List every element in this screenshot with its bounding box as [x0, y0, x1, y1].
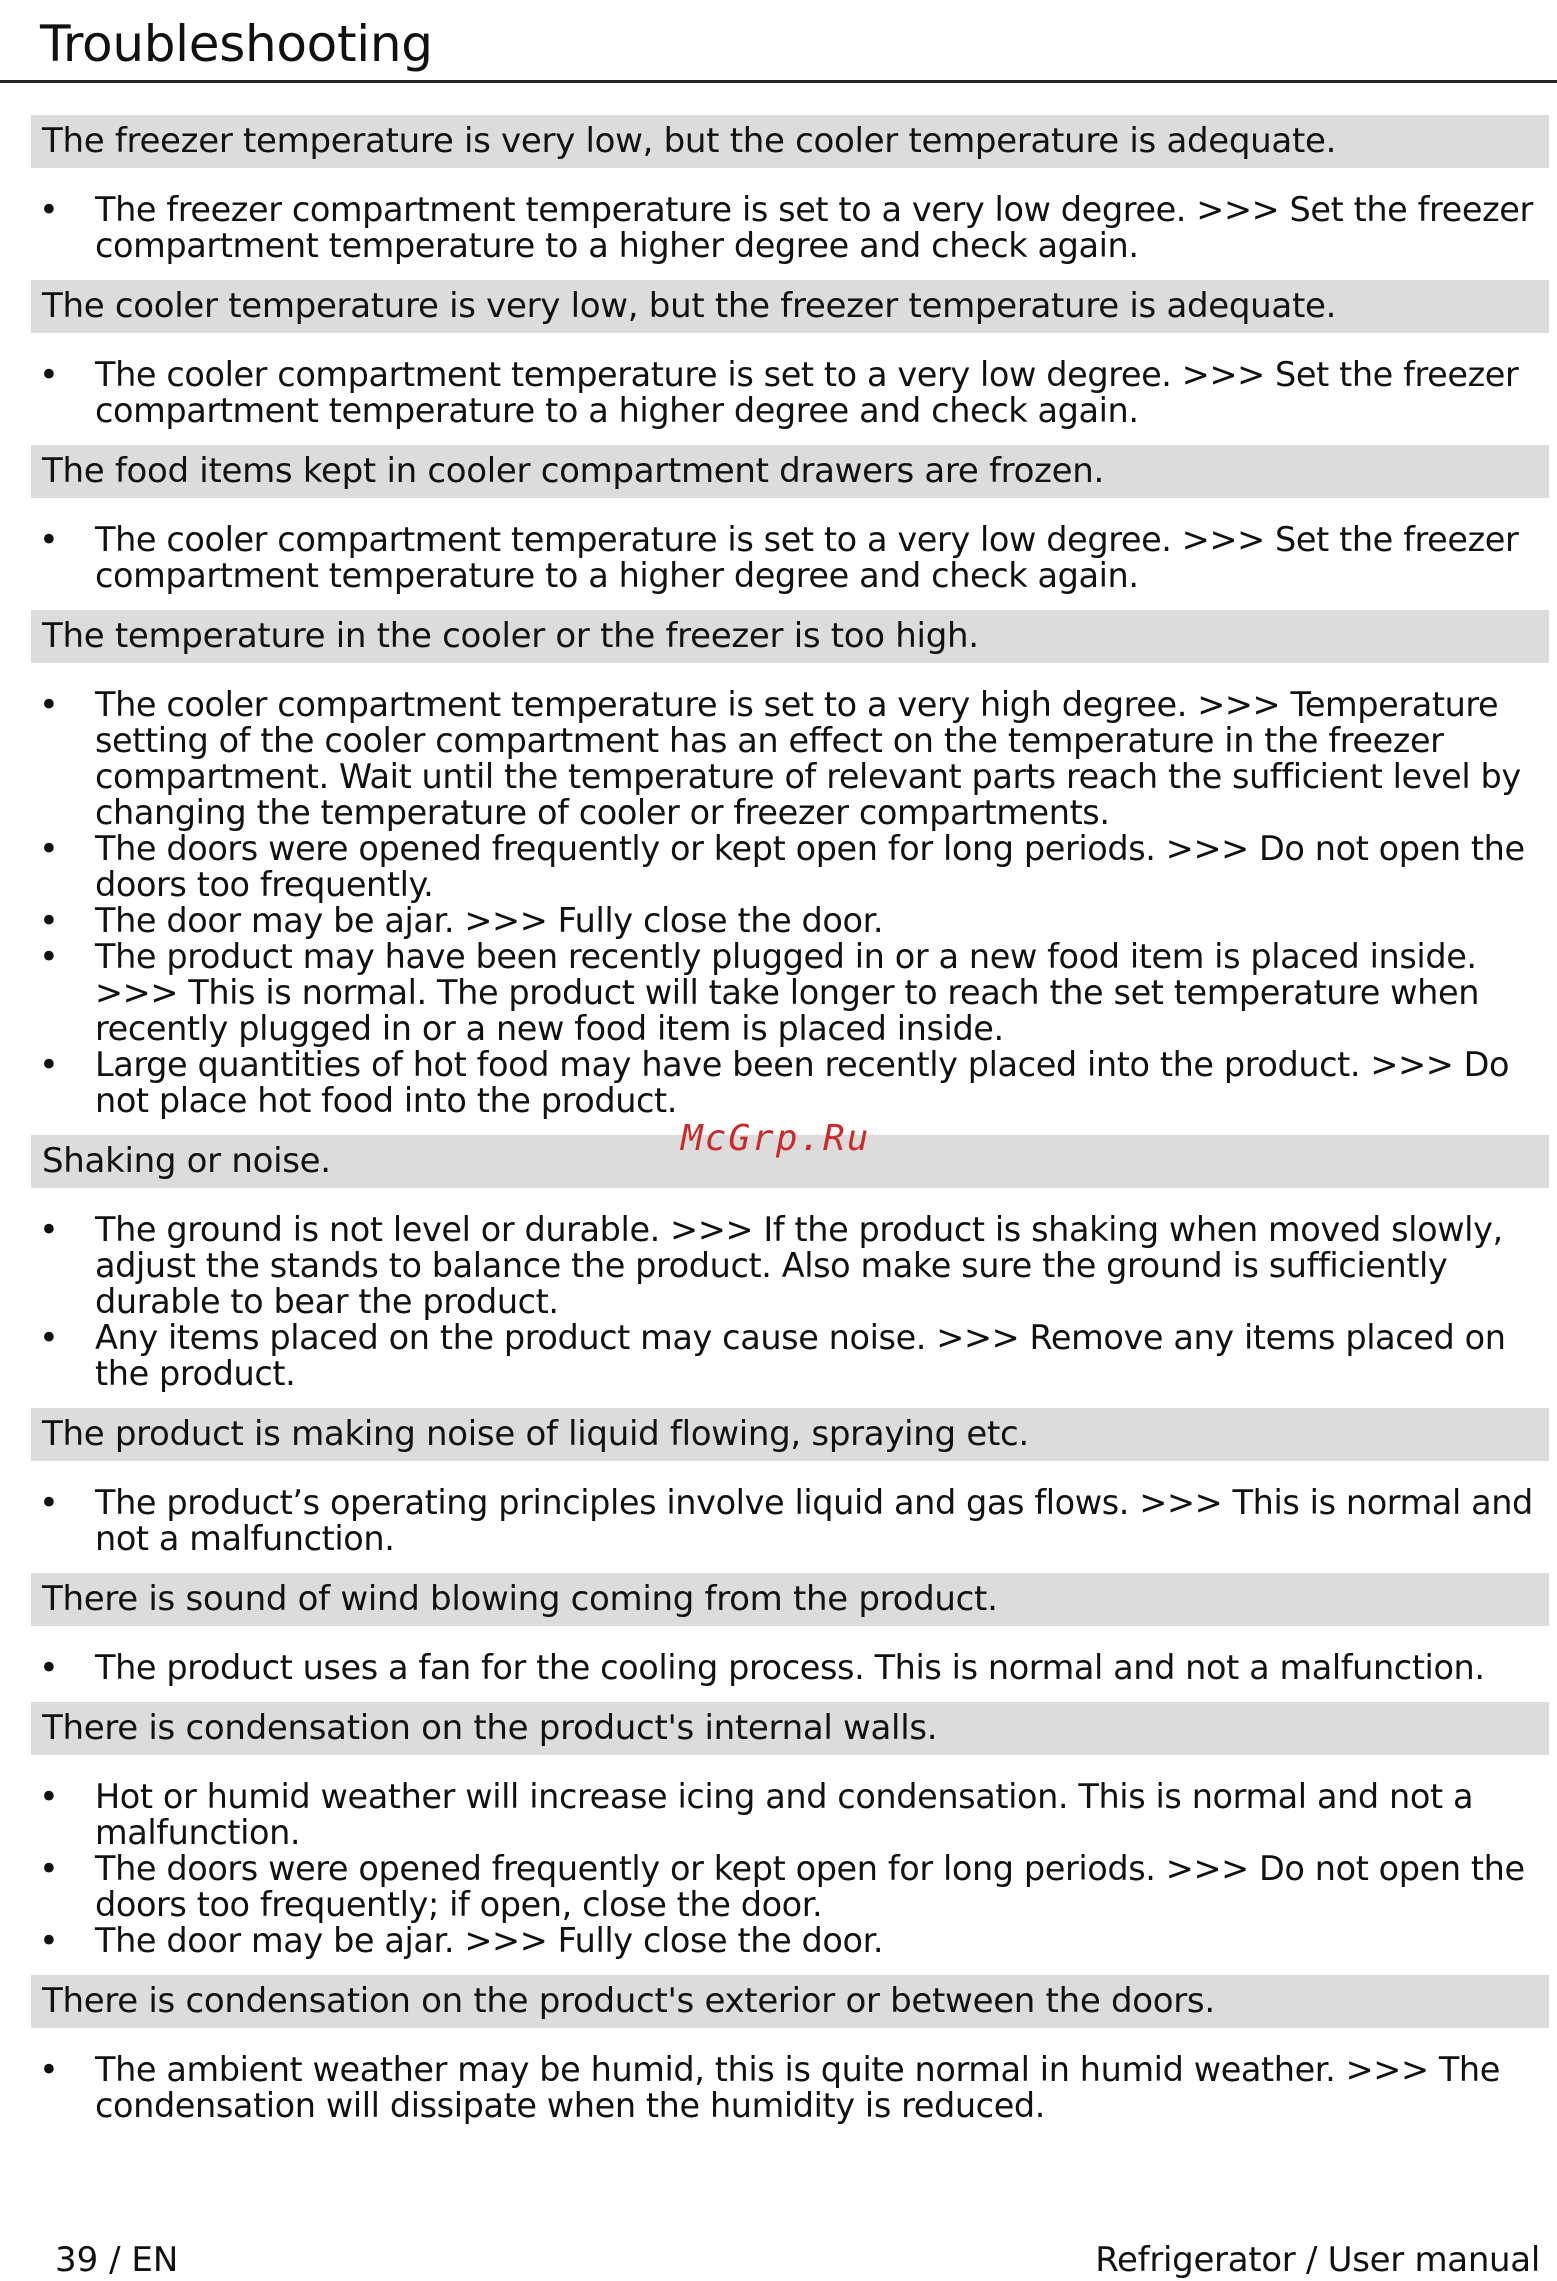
solution-text: The product’s operating principles involve liquid and gas flows. >>> This is normal and not a malfunction. — [95, 1483, 1533, 1558]
problem-heading: The cooler temperature is very low, but the freezer temperature is adequate. — [31, 280, 1549, 333]
problem-heading: There is sound of wind blowing coming from the product. — [31, 1573, 1549, 1626]
bullet-icon: • — [39, 1210, 59, 1249]
problem-heading: Shaking or noise. — [31, 1135, 1549, 1188]
solution-item — [31, 357, 1549, 429]
problem-heading: The temperature in the cooler or the freezer is too high. — [31, 610, 1549, 663]
troubleshooting-section — [31, 280, 1549, 445]
watermark: McGrp.Ru — [681, 1118, 871, 1159]
solution-list — [31, 178, 1549, 280]
solution-text: The door may be ajar. >>> Fully close the door. — [95, 901, 884, 940]
bullet-icon: • — [39, 1777, 59, 1816]
bullet-icon: • — [39, 829, 59, 868]
solution-item — [31, 2052, 1549, 2124]
solution-list — [31, 673, 1549, 1135]
title-divider — [0, 80, 1557, 83]
solution-text: The doors were opened frequently or kept open for long periods. >>> Do not open the doors too frequently; if open, close the door. — [95, 1849, 1525, 1924]
problem-heading: The product is making noise of liquid flowing, spraying etc. — [31, 1408, 1549, 1461]
solution-item — [31, 939, 1549, 1047]
solution-text: Any items placed on the product may cause noise. >>> Remove any items placed on the product. — [95, 1318, 1506, 1393]
solution-text: Large quantities of hot food may have been recently placed into the product. >>> Do not place hot food into the product. — [95, 1045, 1510, 1120]
bullet-icon: • — [39, 520, 59, 559]
problem-heading: There is condensation on the product's internal walls. — [31, 1702, 1549, 1755]
document-title-footer: Refrigerator / User manual — [1095, 2240, 1540, 2280]
troubleshooting-section — [31, 1702, 1549, 1975]
page-title: Troubleshooting — [40, 15, 433, 73]
solution-item — [31, 1779, 1549, 1851]
solution-item — [31, 903, 1549, 939]
problem-heading: The freezer temperature is very low, but the cooler temperature is adequate. — [31, 115, 1549, 168]
solution-item — [31, 687, 1549, 831]
solution-item — [31, 192, 1549, 264]
troubleshooting-section — [31, 115, 1549, 280]
bullet-icon: • — [39, 1045, 59, 1084]
bullet-icon: • — [39, 1849, 59, 1888]
bullet-icon: • — [39, 901, 59, 940]
solution-text: The door may be ajar. >>> Fully close the door. — [95, 1921, 884, 1960]
troubleshooting-section — [31, 610, 1549, 1135]
solution-text: The ground is not level or durable. >>> If the product is shaking when moved slowly, adjust the stands to balance the product. Also make sure the ground is sufficiently durable to bear the product. — [95, 1210, 1503, 1321]
solution-text: Hot or humid weather will increase icing and condensation. This is normal and not a malfunction. — [95, 1777, 1474, 1852]
troubleshooting-section — [31, 1975, 1549, 2140]
bullet-icon: • — [39, 355, 59, 394]
bullet-icon: • — [39, 1648, 59, 1687]
solution-text: The cooler compartment temperature is set to a very high degree. >>> Temperature setting of the cooler compartment has an effect on the temperature in the freezer compartment. Wait until the temperature of relevant parts reach the sufficient level by changing the temperature of cooler or freezer compartments. — [95, 685, 1521, 832]
solution-list — [31, 508, 1549, 610]
bullet-icon: • — [39, 1921, 59, 1960]
troubleshooting-section — [31, 1408, 1549, 1573]
solution-list — [31, 2038, 1549, 2140]
bullet-icon: • — [39, 190, 59, 229]
bullet-icon: • — [39, 685, 59, 724]
solution-list — [31, 1765, 1549, 1975]
solution-item — [31, 1047, 1549, 1119]
solution-list — [31, 1198, 1549, 1408]
troubleshooting-section — [31, 445, 1549, 610]
solution-item — [31, 522, 1549, 594]
solution-list — [31, 343, 1549, 445]
solution-item — [31, 831, 1549, 903]
solution-item — [31, 1320, 1549, 1392]
solution-list — [31, 1471, 1549, 1573]
solution-text: The cooler compartment temperature is set to a very low degree. >>> Set the freezer compartment temperature to a higher degree and check again. — [95, 520, 1519, 595]
troubleshooting-section — [31, 1573, 1549, 1702]
solution-item — [31, 1485, 1549, 1557]
page-number: 39 / EN — [55, 2240, 179, 2280]
solution-text: The cooler compartment temperature is set to a very low degree. >>> Set the freezer compartment temperature to a higher degree and check again. — [95, 355, 1519, 430]
solution-item — [31, 1650, 1549, 1686]
bullet-icon: • — [39, 1318, 59, 1357]
solution-text: The product may have been recently plugged in or a new food item is placed inside. >>> This is normal. The product will take longer to reach the set temperature when recently plugged in or a new food item is placed inside. — [95, 937, 1480, 1048]
problem-heading: There is condensation on the product's exterior or between the doors. — [31, 1975, 1549, 2028]
solution-list — [31, 1636, 1549, 1702]
troubleshooting-section — [31, 1135, 1549, 1408]
bullet-icon: • — [39, 937, 59, 976]
solution-text: The doors were opened frequently or kept open for long periods. >>> Do not open the doors too frequently. — [95, 829, 1525, 904]
problem-heading: The food items kept in cooler compartment drawers are frozen. — [31, 445, 1549, 498]
solution-text: The freezer compartment temperature is set to a very low degree. >>> Set the freezer compartment temperature to a higher degree and check again. — [95, 190, 1533, 265]
solution-text: The ambient weather may be humid, this is quite normal in humid weather. >>> The condensation will dissipate when the humidity is reduced. — [95, 2050, 1500, 2125]
solution-text: The product uses a fan for the cooling process. This is normal and not a malfunction. — [95, 1648, 1485, 1687]
bullet-icon: • — [39, 1483, 59, 1522]
solution-item — [31, 1851, 1549, 1923]
solution-item — [31, 1212, 1549, 1320]
solution-item — [31, 1923, 1549, 1959]
bullet-icon: • — [39, 2050, 59, 2089]
